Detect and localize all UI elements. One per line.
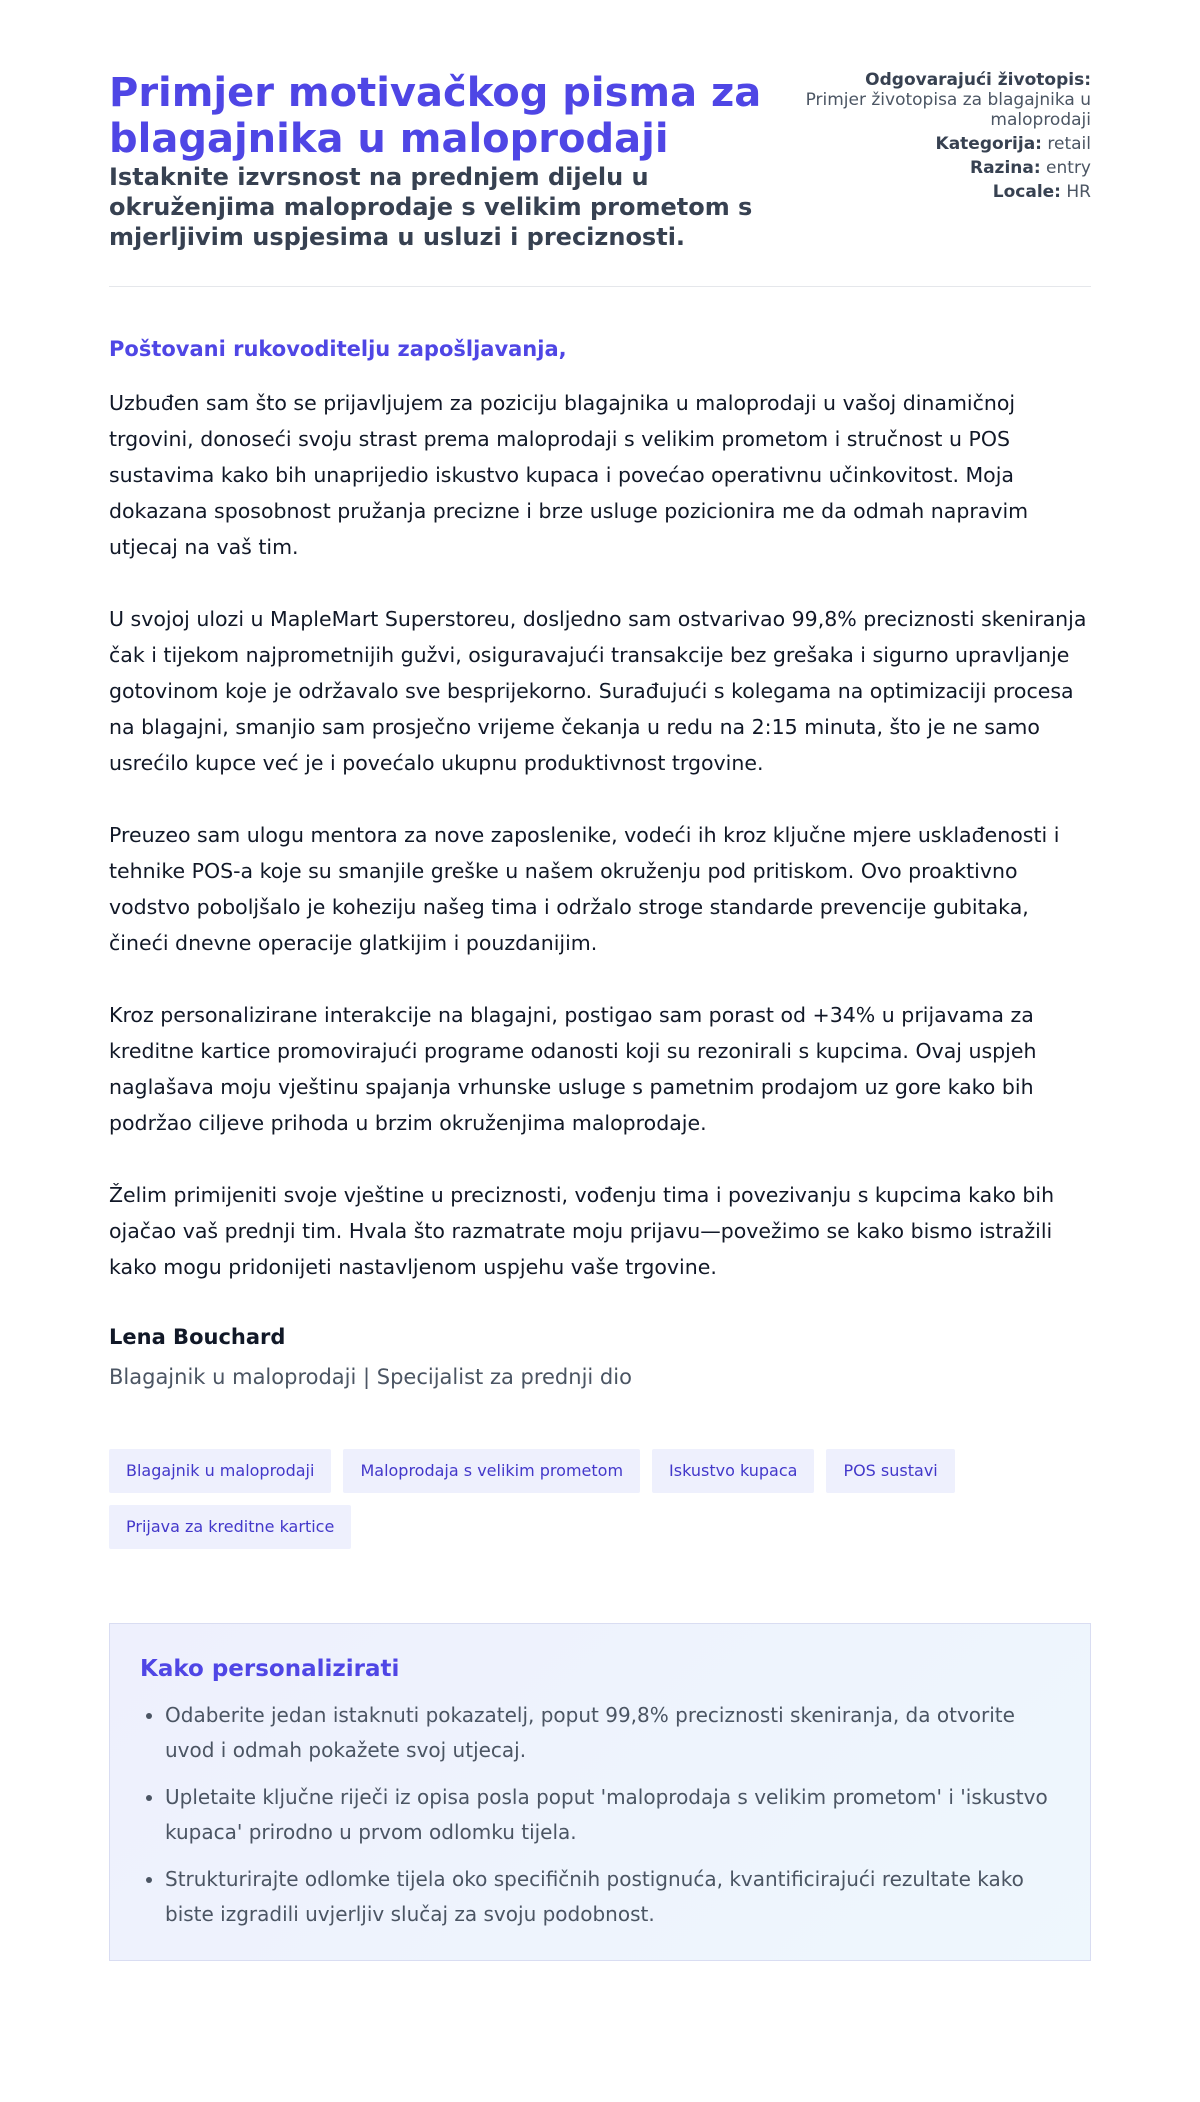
header [109, 70, 1091, 287]
letter-paragraph: Kroz personalizirane interakcije na blagajni, postigao sam porast od +34% u prijavama za kreditne kartice promovirajući programe odanosti koji su rezonirali s kupcima. Ovaj uspjeh naglašava moju vještinu spajanja vrhunske usluge s pametnim prodajom uz gore kako bih podržao ciljeve prihoda u brzim okruženjima maloprodaje. [109, 1003, 1037, 1135]
tips-list-item: • Odaberite jedan istaknuti pokazatelj, poput 99,8% preciznosti skeniranja, da otvorite uvod i odmah pokažete svoj utjecaj. [165, 1698, 1060, 1768]
meta-locale-value: HR [1066, 182, 1091, 202]
letter-paragraph: Preuzeo sam ulogu mentora za nove zaposlenike, vodeći ih kroz ključne mjere usklađenosti i tehnike POS-a koje su smanjile greške u našem okruženju pod pritiskom. Ovo proaktivno vodstvo poboljšalo je koheziju našeg tima i održalo stroge standarde prevencije gubitaka, čineći dnevne operacije glatkijim i pouzdanijim. [109, 823, 1060, 955]
letter-paragraph: Želim primijeniti svoje vještine u preciznosti, vođenju tima i povezivanju s kupcima kako bih ojačao vaš prednji tim. Hvala što razmatrate moju prijavu—povežimo se kako bismo istražili kako mogu pridonijeti nastavljenom uspjehu vaše trgovine. [109, 1183, 1055, 1279]
keyword-tags [109, 1449, 1091, 1549]
meta-level [802, 158, 1091, 178]
meta-locale-label: Locale: [992, 182, 1061, 202]
signature-role: Blagajnik u maloprodaji | Specijalist za prednji dio [109, 1365, 632, 1389]
tips-list-item: • Upletaite ključne riječi iz opisa posla poput 'maloprodaja s velikim prometom' i 'iskustvo kupaca' prirodno u prvom odlomku tijela. [165, 1780, 1060, 1850]
letter-body [109, 385, 1091, 1285]
meta-resume-value: Primjer životopisa za blagajnika u maloprodaji [805, 90, 1091, 130]
keyword-tag: Prijava za kreditne kartice [109, 1505, 351, 1549]
meta-category-label: Kategorija: [935, 134, 1042, 154]
tips-list-item: • Strukturirajte odlomke tijela oko specifičnih postignuća, kvantificirajući rezultate kako biste izgradili uvjerljiv slučaj za svoju podobnost. [165, 1862, 1060, 1932]
meta-level-label: Razina: [969, 158, 1041, 178]
keyword-tag: POS sustavi [826, 1449, 954, 1493]
keyword-tag: Blagajnik u maloprodaji [109, 1449, 331, 1493]
meta-resume-label: Odgovarajući životopis: [865, 70, 1091, 90]
tips-title: Kako personalizirati [140, 1656, 400, 1682]
meta-category [802, 134, 1091, 154]
meta-locale [802, 182, 1091, 202]
letter-paragraph: Uzbuđen sam što se prijavljujem za poziciju blagajnika u maloprodaji u vašoj dinamičnoj trgovini, donoseći svoju strast prema maloprodaji s velikim prometom i stručnost u POS sustavima kako bih unaprijedio iskustvo kupaca i povećao operativnu učinkovitost. Moja dokazana sposobnost pružanja precizne i brze usluge pozicionira me da odmah napravim utjecaj na vaš tim. [109, 391, 1029, 559]
meta-level-value: entry [1046, 158, 1091, 178]
meta-panel [802, 70, 1091, 206]
header-titles [109, 70, 802, 252]
keyword-tag: Maloprodaja s velikim prometom [343, 1449, 640, 1493]
signature-name: Lena Bouchard [109, 1325, 286, 1349]
letter-greeting: Poštovani rukovoditelju zapošljavanja, [109, 337, 567, 361]
meta-resume [802, 70, 1091, 130]
page-title: Primjer motivačkog pisma za blagajnika u maloprodaji [109, 70, 762, 162]
tips-list [140, 1698, 1060, 1932]
letter-paragraph: U svojoj ulozi u MapleMart Superstoreu, dosljedno sam ostvarivao 99,8% preciznosti skeniranja čak i tijekom najprometnijih gužvi, osiguravajući transakcije bez grešaka i sigurno upravljanje gotovinom koje je održavalo sve besprijekorno. Surađujući s kolegama na optimizaciji procesa na blagajni, smanjio sam prosječno vrijeme čekanja u redu na 2:15 minuta, što je ne samo usrećilo kupce već je i povećalo ukupnu produktivnost trgovine. [109, 607, 1087, 775]
page-subtitle: Istaknite izvrsnost na prednjem dijelu u okruženjima maloprodaje s velikim prometom s mjerljivim uspjesima u usluzi i preciznosti. [109, 163, 753, 251]
personalization-tips-box [109, 1623, 1091, 1961]
keyword-tag: Iskustvo kupaca [652, 1449, 814, 1493]
meta-category-value: retail [1047, 134, 1091, 154]
